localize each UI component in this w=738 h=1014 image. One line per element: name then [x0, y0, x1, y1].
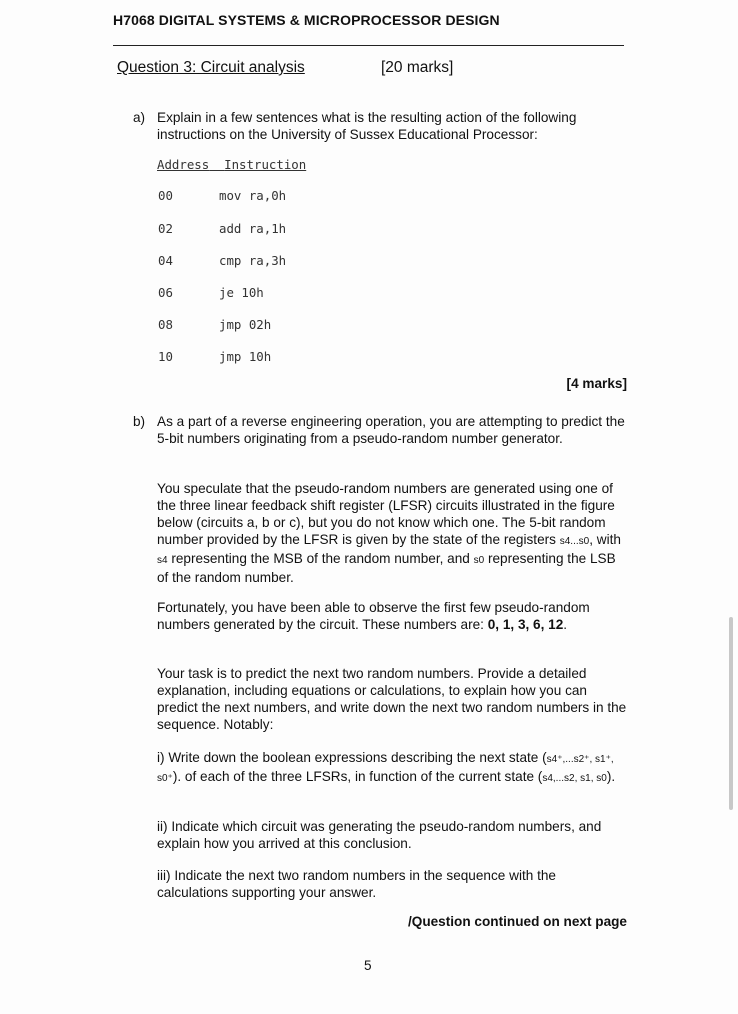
- part-a-text: Explain in a few sentences what is the resulting action of the following instructions on the University of Sussex Educational Processor:: [157, 110, 577, 142]
- scrollbar[interactable]: [729, 617, 733, 810]
- register-lsb: s0: [473, 555, 485, 566]
- header-rule: [113, 45, 624, 46]
- part-a-label: a): [133, 110, 146, 125]
- row-address: 02: [158, 221, 173, 236]
- subquestion-iii: iii) Indicate the next two random numbers in the sequence with the calculations supporting your answer.: [157, 868, 556, 900]
- lfsr-paragraph: You speculate that the pseudo-random numbers are generated using one of the three linear feedback shift register (LFSR) circuits illustrated in the figure below (circuits a, b or c), but you do not know which one. The 5-bit random number provided by the LFSR is given by the state of the registers s4...s0, with s4 representing the MSB of the random number, and s0 representing the LSB of the random number.: [157, 481, 621, 585]
- document-header: H7068 DIGITAL SYSTEMS & MICROPROCESSOR DESIGN: [113, 12, 500, 28]
- task-paragraph: Your task is to predict the next two random numbers. Provide a detailed explanation, including equations or calculations, to explain how you can predict the next numbers, and write down the next two random numbers in the sequence. Notably:: [157, 666, 627, 732]
- part-a-marks: [4 marks]: [566, 376, 627, 391]
- page-number: 5: [364, 958, 372, 973]
- question-title: Question 3: Circuit analysis: [117, 59, 305, 76]
- observed-numbers-paragraph: Fortunately, you have been able to observe the first few pseudo-random numbers generated by the circuit. These numbers are: 0, 1, 3, 6, 12.: [157, 600, 590, 632]
- subquestion-ii: ii) Indicate which circuit was generating the pseudo-random numbers, and explain how you arrived at this conclusion.: [157, 819, 602, 851]
- address-column-header: Address: [157, 157, 210, 172]
- row-instruction: mov ra,0h: [219, 188, 287, 203]
- register-msb: s4: [157, 555, 168, 566]
- row-instruction: je 10h: [219, 285, 264, 300]
- row-address: 06: [158, 285, 173, 300]
- question-marks: [20 marks]: [381, 59, 454, 76]
- row-address: 10: [158, 349, 173, 364]
- part-b-intro: As a part of a reverse engineering operation, you are attempting to predict the 5-bit numbers originating from a pseudo-random number generator.: [157, 414, 625, 446]
- row-address: 08: [158, 317, 173, 332]
- part-b-label: b): [133, 414, 146, 429]
- next-state-vars: s4⁺,...s2⁺, s1⁺, s0⁺: [157, 754, 614, 784]
- row-instruction: jmp 10h: [219, 349, 272, 364]
- row-address: 04: [158, 253, 173, 268]
- row-instruction: add ra,1h: [219, 221, 287, 236]
- row-instruction: jmp 02h: [219, 317, 272, 332]
- continued-note: /Question continued on next page: [407, 914, 627, 929]
- subquestion-i: i) Write down the boolean expressions describing the next state (s4⁺,...s2⁺, s1⁺, s0⁺). of each of the three LFSRs, in function of the current state (s4,...s2, s1, s0).: [157, 750, 616, 784]
- instruction-column-header: Instruction: [224, 157, 307, 172]
- observed-numbers: 0, 1, 3, 6, 12: [487, 617, 564, 632]
- row-instruction: cmp ra,3h: [219, 253, 287, 268]
- current-state-vars: s4,...s2, s1, s0: [542, 773, 607, 784]
- instruction-table-header: [157, 157, 306, 172]
- register-range: s4...s0: [559, 536, 590, 547]
- row-address: 00: [158, 188, 173, 203]
